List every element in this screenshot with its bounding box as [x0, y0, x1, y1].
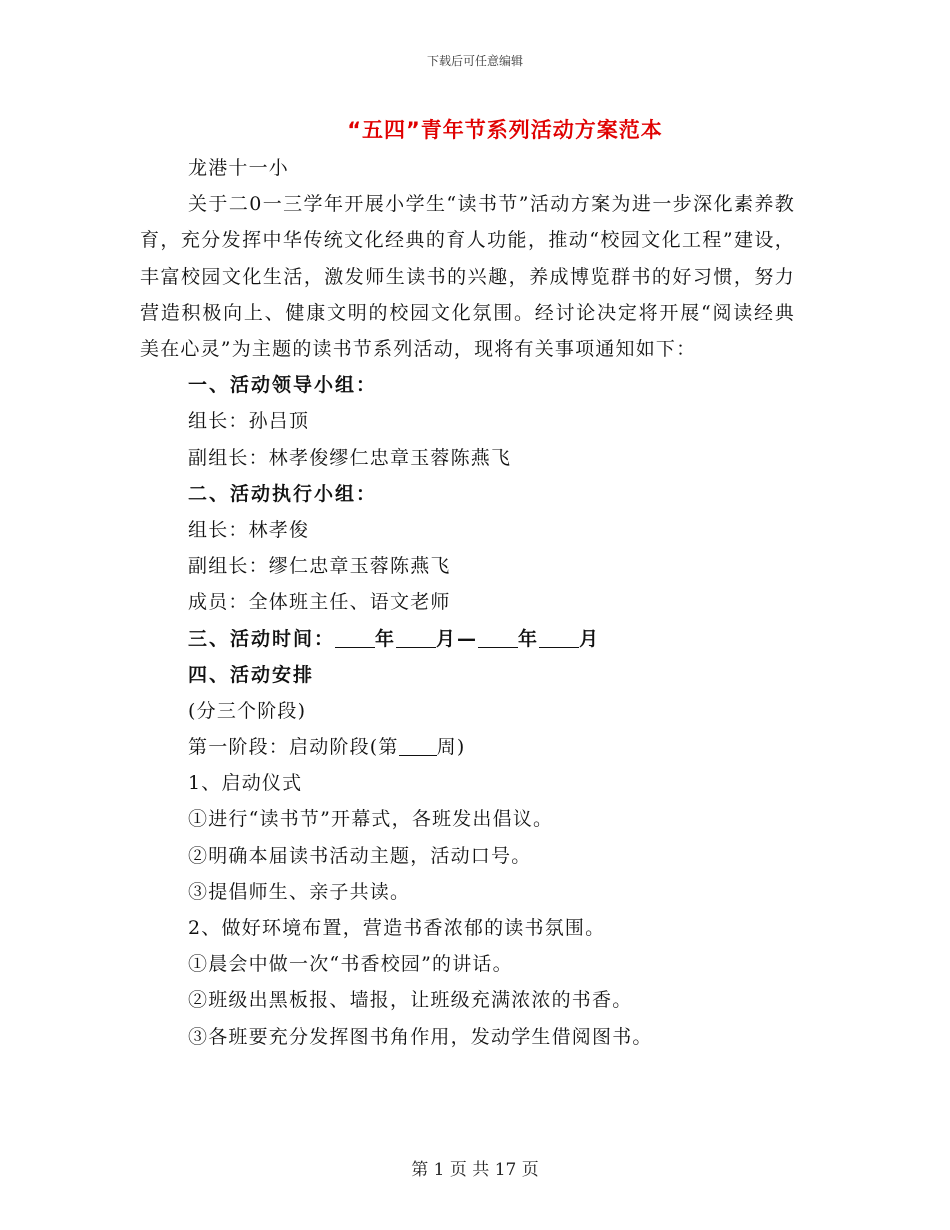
section2-leader: 组长：林孝俊 — [188, 518, 310, 541]
year-blank-1 — [335, 625, 375, 648]
intro-paragraph: 关于二0一三学年开展小学生“读书节”活动方案为进一步深化素养教育，充分发挥中华传统文化经典的育人功能，推动“校园文化工程”建设，丰富校园文化生活，激发师生读书的兴趣，养成博览群书的好习惯，努力营造积极向上、健康文明的校园文化氛围。经讨论决定将开展“阅读经典美在心灵”为主题的读书节系列活动，现将有关事项通知如下： — [140, 193, 795, 360]
item1-heading: 1、启动仪式 — [188, 772, 303, 795]
section3-heading: 三、活动时间： — [188, 627, 336, 650]
item2-b: ②班级出黑板报、墙报，让班级充满浓浓的书香。 — [188, 989, 633, 1012]
item1-b: ②明确本届读书活动主题，活动口号。 — [188, 844, 532, 867]
year-blank-2 — [478, 625, 518, 648]
section4-heading: 四、活动安排 — [188, 663, 315, 686]
section4-note: (分三个阶段) — [188, 699, 307, 722]
month-label-1: 月— — [436, 627, 479, 650]
stage1-line — [140, 729, 795, 765]
stage1-suffix: 周) — [436, 736, 466, 759]
section1-heading: 一、活动领导小组： — [188, 374, 378, 397]
section1-deputy: 副组长：林孝俊缪仁忠章玉蓉陈燕飞 — [188, 446, 512, 469]
item1-a: ①进行“读书节”开幕式，各班发出倡议。 — [188, 808, 554, 831]
year-label-1: 年 — [375, 627, 397, 650]
section3-time — [140, 621, 795, 657]
document-body — [140, 150, 795, 1055]
header-note: 下载后可任意编辑 — [426, 54, 523, 68]
item1-c: ③提倡师生、亲子共读。 — [188, 880, 411, 903]
week-blank — [399, 733, 437, 756]
section2-members: 成员：全体班主任、语文老师 — [188, 591, 451, 614]
school-name: 龙港十一小 — [188, 157, 290, 179]
month-blank-2 — [539, 625, 579, 648]
section2-heading: 二、活动执行小组： — [188, 482, 378, 505]
year-label-2: 年 — [518, 627, 540, 650]
document-title: “五四”青年节系列活动方案范本 — [347, 118, 663, 142]
item2-a: ①晨会中做一次“书香校园”的讲话。 — [188, 953, 513, 976]
section1-leader: 组长：孙吕顶 — [188, 410, 310, 433]
section2-deputy: 副组长：缪仁忠章玉蓉陈燕飞 — [188, 555, 451, 578]
month-label-2: 月 — [579, 627, 601, 650]
item2-c: ③各班要充分发挥图书角作用，发动学生借阅图书。 — [188, 1025, 653, 1048]
stage1-label: 第一阶段：启动阶段(第 — [188, 736, 399, 759]
page-footer: 第 1 页 共 17 页 — [411, 1160, 539, 1180]
month-blank-1 — [396, 625, 436, 648]
item2-heading: 2、做好环境布置，营造书香浓郁的读书氛围。 — [188, 917, 606, 940]
